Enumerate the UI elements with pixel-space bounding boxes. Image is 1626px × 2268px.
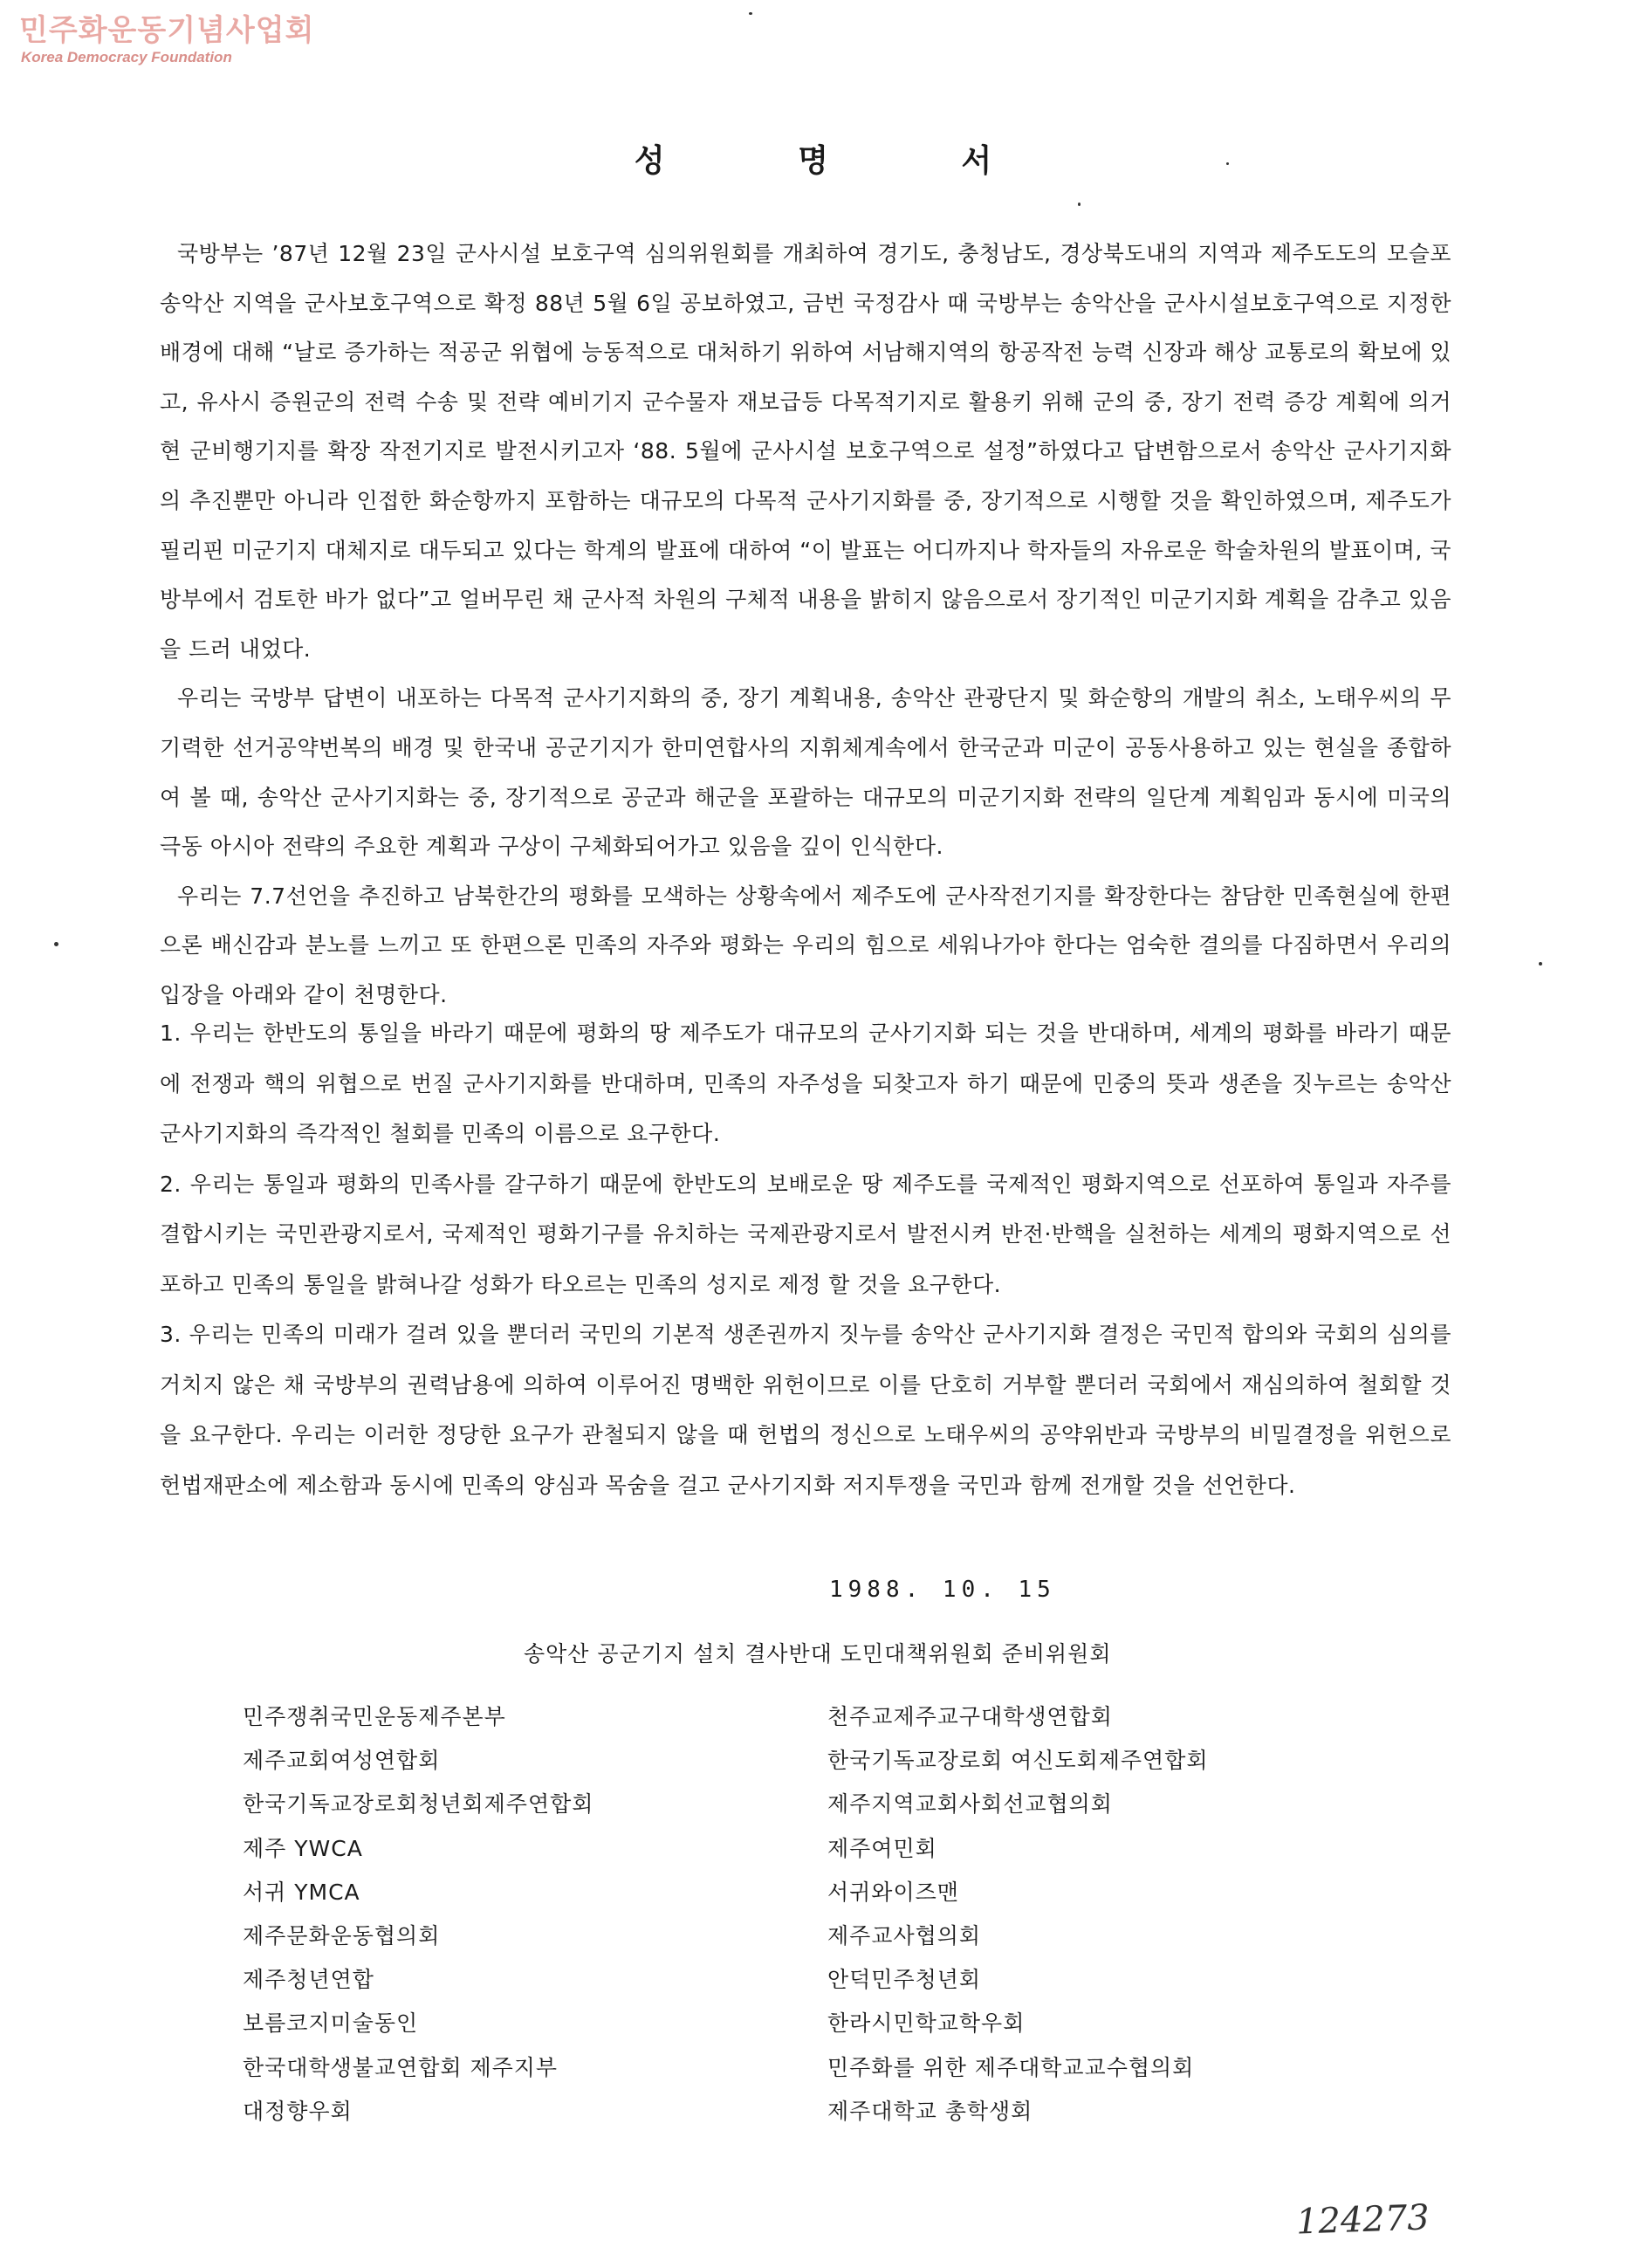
organization-item: 제주 YWCA xyxy=(243,1835,363,1861)
watermark-korean: 민주화운동기념사업회 xyxy=(19,13,315,48)
organization-item: 제주교회여성연합회 xyxy=(243,1748,441,1774)
demand-3: 3. 우리는 민족의 미래가 걸려 있을 뿐더러 국민의 기본적 생존권까지 짓누를 송악산 군사기지화 결정은 국민적 합의와 국회의 심의를 거치지 않은 채 국방부의 권력남용에 의하여 이루어진 명백한 위헌이므로 이를 단호히 거부할 뿐더러 국회에서 재심의하여 철회할 것을 요구한다. 우리는 이러한 정당한 요구가 관철되지 않을 때 헌법의 정신으로 노태우씨의 공약위반과 국방부의 비밀결정을 위헌으로 헌법재판소에 제소함과 동시에 민족의 양심과 목숨을 걸고 군사기지화 저지투쟁을 국민과 함께 전개할 것을 선언한다. xyxy=(160,1322,1451,1498)
organization-item: 제주교사협의회 xyxy=(827,1923,982,1949)
organization-item: 제주청년연합 xyxy=(243,1967,374,1993)
statement-date: 1988. 10. 15 xyxy=(829,1577,1056,1603)
organization-item: 서귀 YMCA xyxy=(243,1879,360,1905)
organization-item: 제주문화운동협의회 xyxy=(243,1923,441,1949)
demand-2: 2. 우리는 통일과 평화의 민족사를 갈구하기 때문에 한반도의 보배로운 땅 제주도를 국제적인 평화지역으로 선포하여 통일과 자주를 결합시키는 국민관광지로서, 국제적인 평화기구를 유치하는 국제관광지로서 발전시켜 반전·반핵을 실천하는 세계의 평화지역으로 선포하고 민족의 통일을 밝혀나갈 성화가 타오르는 민족의 성지로 제정 할 것을 요구한다. xyxy=(160,1171,1451,1297)
organization-item: 민주쟁취국민운동제주본부 xyxy=(243,1704,506,1729)
statement-body xyxy=(160,230,1451,1021)
organization-item: 한국기독교장로회청년회제주연합회 xyxy=(243,1791,594,1818)
scan-speck xyxy=(1539,962,1542,966)
intro-paragraph-1: 국방부는 ’87년 12월 23일 군사시설 보호구역 심의위원회를 개최하여 경기도, 충청남도, 경상북도내의 지역과 제주도도의 모슬포 송악산 지역을 군사보호구역으로 확정 88년 5월 6일 공보하였고, 금번 국정감사 때 국방부는 송악산을 군사시설보호구역으로 지정한 배경에 대해 “날로 증가하는 적공군 위협에 능동적으로 대처하기 위하여 서남해지역의 항공작전 능력 신장과 해상 교통로의 확보에 있고, 유사시 증원군의 전력 수송 및 전략 예비기지 군수물자 재보급등 다목적기지로 활용키 위해 군의 중, 장기 전력 증강 계획에 의거 현 군비행기지를 확장 작전기지로 발전시키고자 ‘88. 5월에 군사시설 보호구역으로 설정”하였다고 답변함으로서 송악산 군사기지화의 추진뿐만 아니라 인접한 화순항까지 포함하는 대규모의 다목적 군사기지화를 중, 장기적으로 시행할 것을 확인하였으며, 제주도가 필리핀 미군기지 대체지로 대두되고 있다는 학계의 발표에 대하여 “이 발표는 어디까지나 학자들의 자유로운 학술차원의 발표이며, 국방부에서 검토한 바가 없다”고 얼버무린 채 군사적 차원의 구체적 내용을 밝히지 않음으로서 장기적인 미군기지화 계획을 감추고 있음을 드러 내었다. xyxy=(160,241,1451,662)
organization-item: 한국기독교장로회 여신도회제주연합회 xyxy=(827,1748,1209,1774)
intro-paragraph-2: 우리는 국방부 답변이 내포하는 다목적 군사기지화의 중, 장기 계획내용, 송악산 관광단지 및 화순항의 개발의 취소, 노태우씨의 무기력한 선거공약번복의 배경 및 한국내 공군기지가 한미연합사의 지휘체계속에서 한국군과 미군이 공동사용하고 있는 현실을 종합하여 볼 때, 송악산 군사기지화는 중, 장기적으로 공군과 해군을 포괄하는 대규모의 미군기지화 전략의 일단계 계획임과 동시에 미국의 극동 아시아 전략의 주요한 계획과 구상이 구체화되어가고 있음을 깊이 인식한다. xyxy=(160,685,1451,860)
organization-item: 안덕민주청년회 xyxy=(827,1967,982,1993)
demands-list xyxy=(160,1008,1451,1510)
demand-1: 1. 우리는 한반도의 통일을 바라기 때문에 평화의 땅 제주도가 대규모의 군사기지화 되는 것을 반대하며, 세계의 평화를 바라기 때문에 전쟁과 핵의 위협으로 번질 군사기지화를 반대하며, 민족의 자주성을 되찾고자 하기 때문에 민중의 뜻과 생존을 짓누르는 송악산 군사기지화의 즉각적인 철회를 민족의 이름으로 요구한다. xyxy=(160,1021,1451,1146)
organization-item: 제주지역교회사회선교협의회 xyxy=(827,1791,1113,1818)
organization-item: 한국대학생불교연합회 제주지부 xyxy=(243,2054,559,2080)
organization-item: 보름코지미술동인 xyxy=(243,2010,419,2037)
watermark-english: Korea Democracy Foundation xyxy=(21,49,232,65)
scan-speck xyxy=(749,12,752,15)
organization-item: 서귀와이즈맨 xyxy=(827,1879,959,1905)
committee-name: 송악산 공군기지 설치 결사반대 도민대책위원회 준비위원회 xyxy=(524,1641,1112,1667)
organization-item: 한라시민학교학우회 xyxy=(827,2010,1026,2037)
scan-speck xyxy=(54,942,58,946)
organization-item: 천주교제주교구대학생연합회 xyxy=(827,1704,1113,1729)
intro-paragraph-3: 우리는 7.7선언을 추진하고 남북한간의 평화를 모색하는 상황속에서 제주도에 군사작전기지를 확장한다는 참담한 민족현실에 한편으론 배신감과 분노를 느끼고 또 한편으론 민족의 자주와 평화는 우리의 힘으로 세워나가야 한다는 엄숙한 결의를 다짐하면서 우리의 입장을 아래와 같이 천명한다. xyxy=(160,883,1451,1007)
organization-item: 제주여민회 xyxy=(827,1835,937,1861)
organizations-left-column xyxy=(243,1695,593,2134)
handwritten-archive-number: 124273 xyxy=(1295,2197,1430,2243)
document-title: 성 명 서 xyxy=(634,143,1053,179)
organizations-right-column xyxy=(827,1695,1209,2134)
organization-item: 대정향우회 xyxy=(243,2098,353,2124)
foundation-watermark xyxy=(19,12,314,66)
organization-item: 제주대학교 총학생회 xyxy=(827,2098,1033,2124)
scan-speck xyxy=(1078,203,1081,206)
organization-item: 민주화를 위한 제주대학교교수협의회 xyxy=(827,2054,1195,2080)
scan-speck xyxy=(1226,162,1229,165)
